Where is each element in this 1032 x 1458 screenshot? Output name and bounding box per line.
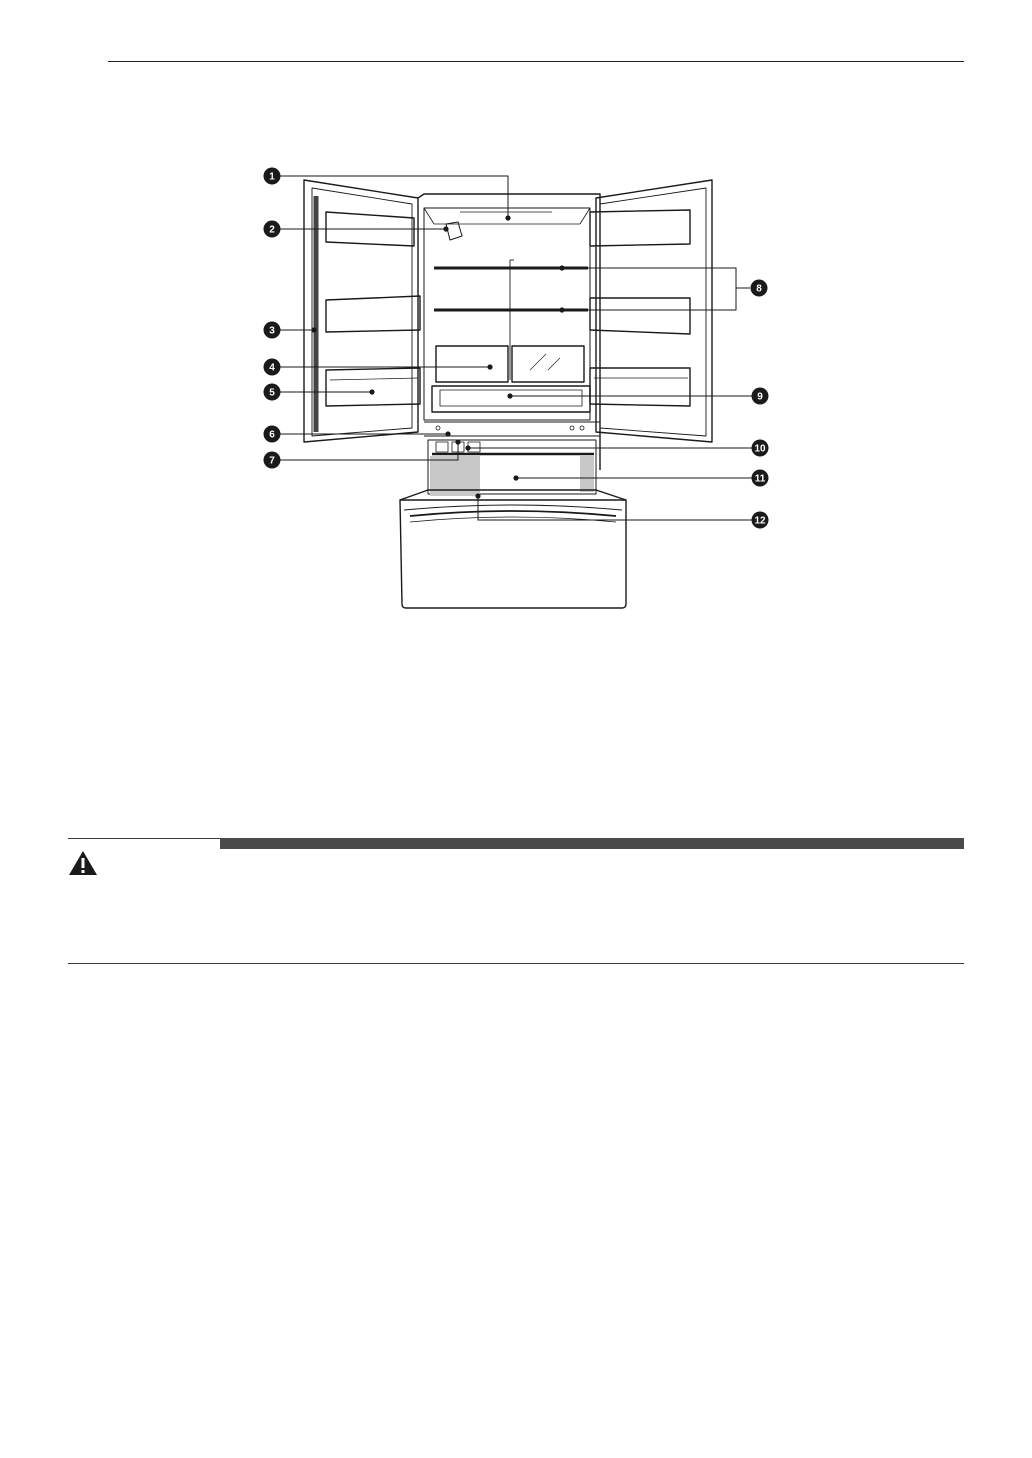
callout-10 bbox=[752, 440, 769, 457]
svg-text:3: 3 bbox=[269, 325, 275, 337]
callout-7 bbox=[264, 452, 281, 469]
svg-text:12: 12 bbox=[754, 515, 766, 527]
callout-1 bbox=[264, 168, 281, 185]
callout-3 bbox=[264, 322, 281, 339]
svg-text:9: 9 bbox=[757, 391, 763, 403]
warning-triangle-icon bbox=[68, 850, 98, 876]
callout-6 bbox=[264, 426, 281, 443]
callout-9 bbox=[752, 388, 769, 405]
svg-text:2: 2 bbox=[269, 224, 275, 236]
callout-2 bbox=[264, 221, 281, 238]
warning-header-bar bbox=[220, 838, 964, 849]
refrigerator-illustration bbox=[0, 0, 1032, 640]
callout-4 bbox=[264, 359, 281, 376]
callout-5 bbox=[264, 384, 281, 401]
svg-text:11: 11 bbox=[754, 473, 766, 485]
svg-text:1: 1 bbox=[269, 171, 275, 183]
callout-11 bbox=[752, 470, 769, 487]
right-door bbox=[590, 180, 712, 442]
svg-text:5: 5 bbox=[269, 387, 275, 399]
svg-text:8: 8 bbox=[756, 283, 762, 295]
refrigerator-diagram bbox=[0, 0, 1032, 640]
callout-8 bbox=[751, 280, 768, 297]
callout-12 bbox=[752, 512, 769, 529]
freezer-drawer bbox=[400, 490, 626, 608]
warning-section bbox=[68, 838, 964, 965]
fridge-cabinet bbox=[418, 194, 600, 470]
left-door bbox=[304, 180, 420, 442]
svg-text:6: 6 bbox=[269, 429, 275, 441]
callout-leaders bbox=[280, 176, 752, 520]
warning-bottom-rule bbox=[68, 963, 964, 964]
svg-text:7: 7 bbox=[269, 455, 275, 467]
svg-text:10: 10 bbox=[754, 443, 766, 455]
svg-text:4: 4 bbox=[269, 362, 275, 374]
